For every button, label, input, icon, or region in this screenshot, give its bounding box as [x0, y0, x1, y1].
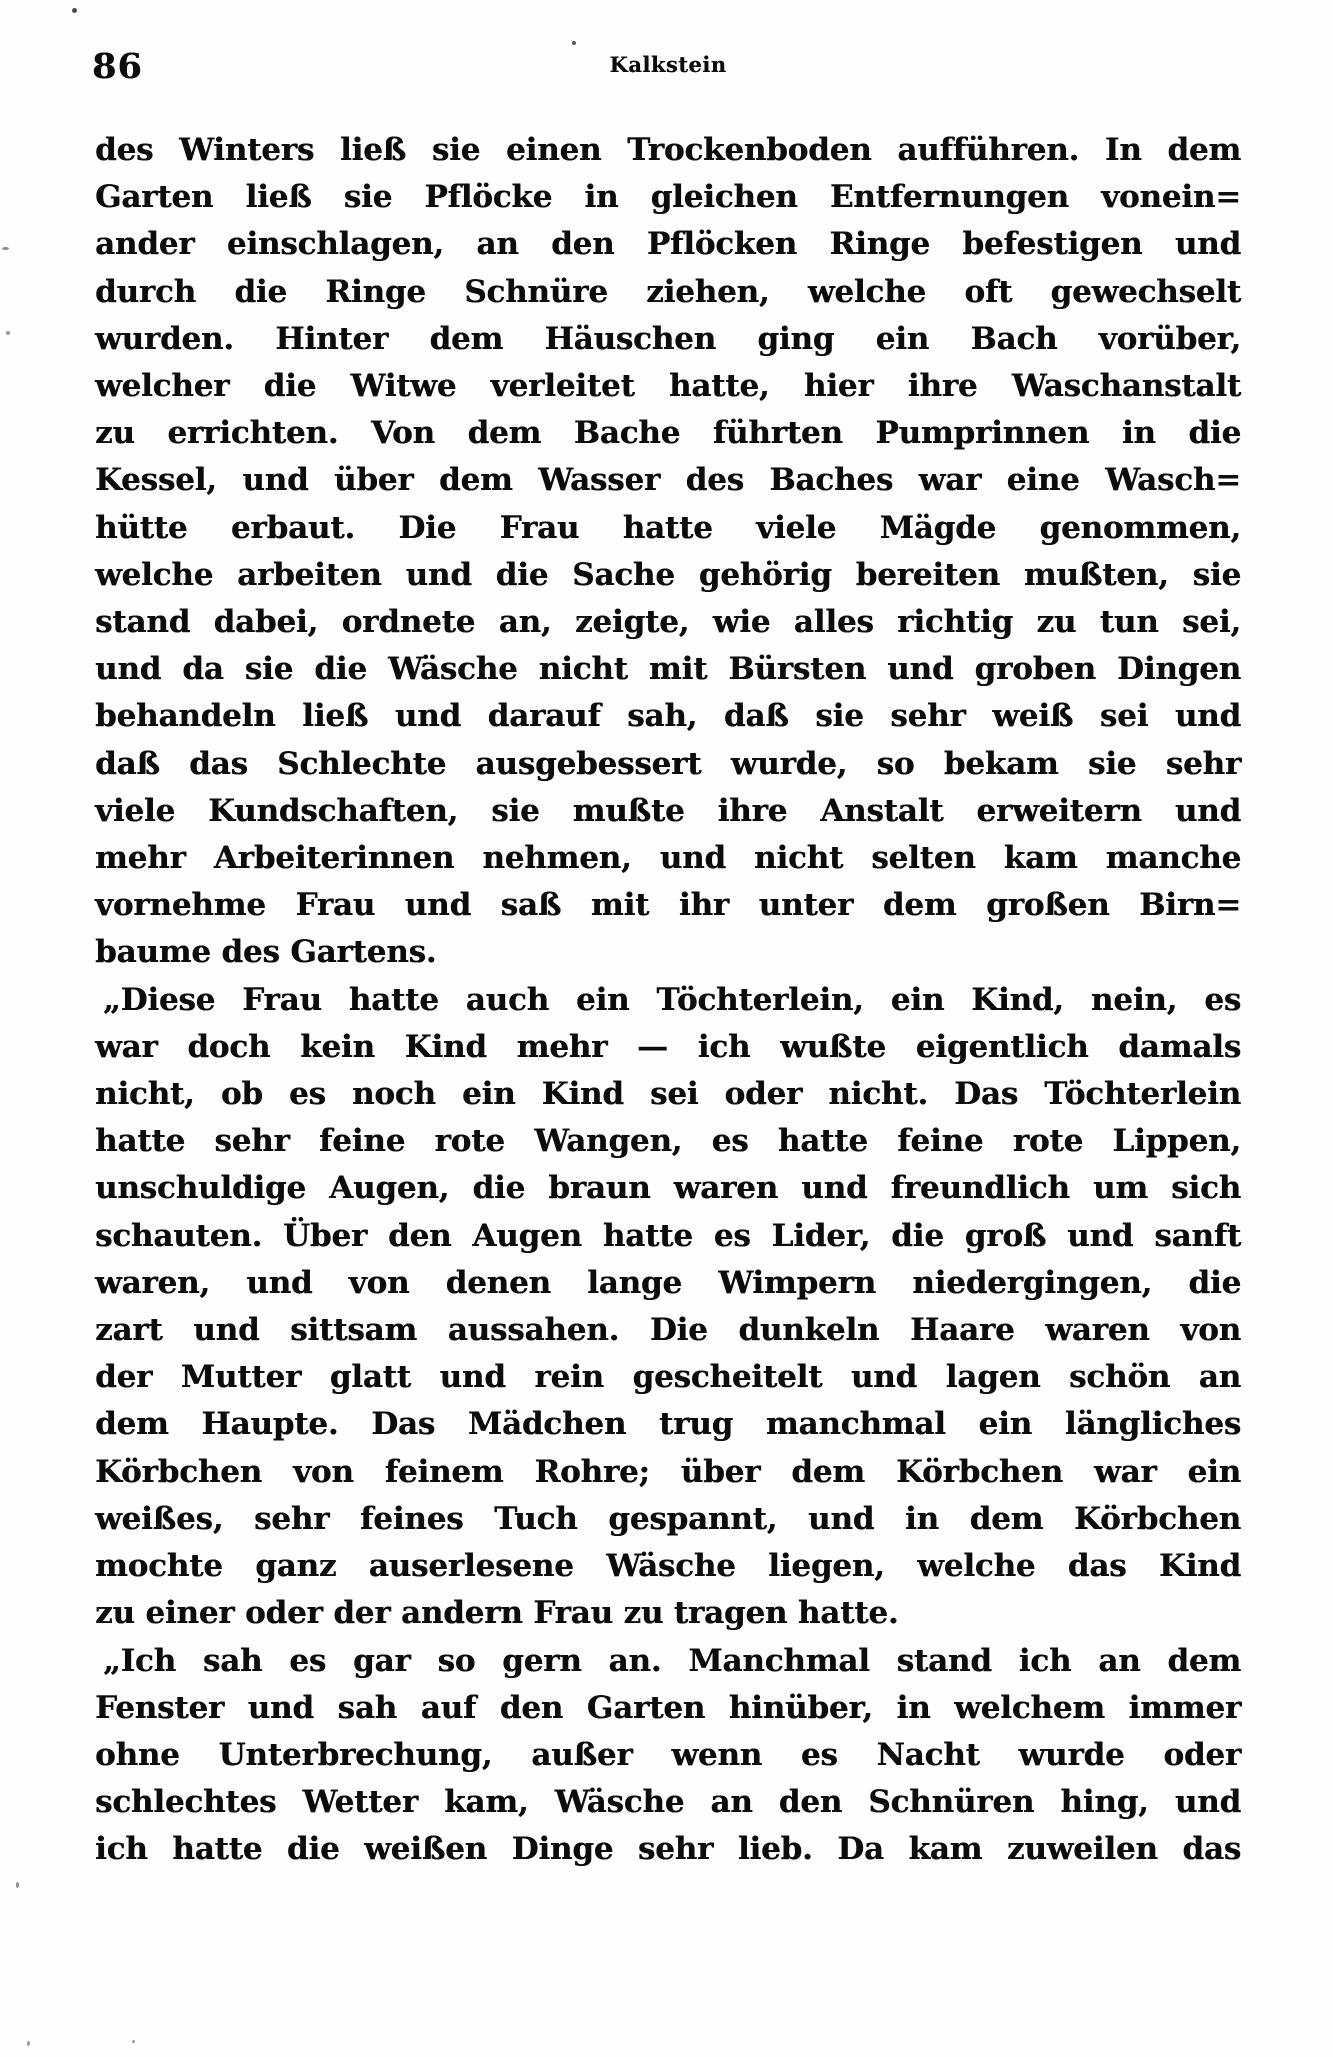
page-number: 86	[92, 46, 143, 87]
scan-speck	[16, 1882, 19, 1888]
text-line: unschuldige Augen, die braun waren und freundlich um sich	[95, 1170, 1241, 1207]
scan-speck	[27, 2041, 30, 2046]
text-line: viele Kundschaften, sie mußte ihre Anstalt erweitern und	[95, 792, 1241, 829]
text-line: daß das Schlechte ausgebessert wurde, so bekam sie sehr	[95, 745, 1241, 782]
text-line: hütte erbaut. Die Frau hatte viele Mägde genommen,	[95, 509, 1241, 546]
text-line: Kessel, und über dem Wasser des Baches war eine Wasch=	[95, 462, 1241, 499]
text-line: durch die Ringe Schnüre ziehen, welche oft gewechselt	[95, 273, 1241, 310]
scan-speck	[132, 2040, 135, 2043]
text-line: zu einer oder der andern Frau zu tragen hatte.	[95, 1595, 899, 1632]
text-line: vornehme Frau und saß mit ihr unter dem großen Birn=	[95, 887, 1241, 924]
text-line: war doch kein Kind mehr — ich wußte eigentlich damals	[95, 1028, 1241, 1065]
running-title: Kalkstein	[609, 52, 727, 77]
text-line: schlechtes Wetter kam, Wäsche an den Schnüren hing, und	[95, 1784, 1241, 1821]
text-line: Fenster und sah auf den Garten hinüber, in welchem immer	[95, 1689, 1241, 1726]
text-line: mehr Arbeiterinnen nehmen, und nicht selten kam manche	[95, 840, 1241, 877]
text-line: dem Haupte. Das Mädchen trug manchmal ein längliches	[95, 1406, 1241, 1443]
text-line: ander einschlagen, an den Pflöcken Ringe befestigen und	[95, 226, 1241, 263]
paragraph-1	[95, 127, 1241, 977]
text-line: zu errichten. Von dem Bache führten Pumprinnen in die	[95, 415, 1241, 452]
scan-speck	[572, 41, 576, 45]
text-line: waren, und von denen lange Wimpern niedergingen, die	[95, 1264, 1241, 1301]
scan-speck	[2, 247, 9, 250]
text-line: stand dabei, ordnete an, zeigte, wie alles richtig zu tun sei,	[95, 604, 1241, 641]
page-body	[95, 127, 1241, 1874]
paragraph-2	[95, 977, 1241, 1638]
text-line: ich hatte die weißen Dinge sehr lieb. Da kam zuweilen das	[95, 1831, 1241, 1868]
paragraph-3	[95, 1638, 1241, 1874]
text-line: „Ich sah es gar so gern an. Manchmal stand ich an dem	[103, 1642, 1241, 1679]
text-line: wurden. Hinter dem Häuschen ging ein Bach vorüber,	[95, 320, 1241, 357]
text-line: ohne Unterbrechung, außer wenn es Nacht wurde oder	[95, 1736, 1241, 1773]
page-header	[0, 0, 1333, 110]
text-line: behandeln ließ und darauf sah, daß sie sehr weiß sei und	[95, 698, 1241, 735]
text-line: mochte ganz auserlesene Wäsche liegen, welche das Kind	[95, 1548, 1241, 1585]
text-line: der Mutter glatt und rein gescheitelt und lagen schön an	[95, 1359, 1241, 1396]
text-line: nicht, ob es noch ein Kind sei oder nicht. Das Töchterlein	[95, 1076, 1241, 1113]
text-line: Körbchen von feinem Rohre; über dem Körbchen war ein	[95, 1453, 1241, 1490]
scan-speck	[72, 8, 77, 13]
text-line: weißes, sehr feines Tuch gespannt, und in dem Körbchen	[95, 1500, 1241, 1537]
text-line: welche arbeiten und die Sache gehörig bereiten mußten, sie	[95, 556, 1241, 593]
scan-speck	[6, 331, 10, 335]
text-line: und da sie die Wäsche nicht mit Bürsten und groben Dingen	[95, 651, 1241, 688]
text-line: schauten. Über den Augen hatte es Lider, die groß und sanft	[95, 1217, 1241, 1254]
text-line: Garten ließ sie Pflöcke in gleichen Entfernungen vonein=	[95, 179, 1241, 216]
text-line: des Winters ließ sie einen Trockenboden aufführen. In dem	[95, 132, 1241, 168]
text-line: baume des Gartens.	[95, 934, 437, 971]
text-line: welcher die Witwe verleitet hatte, hier ihre Waschanstalt	[95, 368, 1241, 405]
text-line: hatte sehr feine rote Wangen, es hatte feine rote Lippen,	[95, 1123, 1241, 1160]
text-line: zart und sittsam aussahen. Die dunkeln Haare waren von	[95, 1312, 1241, 1349]
text-line: „Diese Frau hatte auch ein Töchterlein, ein Kind, nein, es	[103, 981, 1241, 1018]
